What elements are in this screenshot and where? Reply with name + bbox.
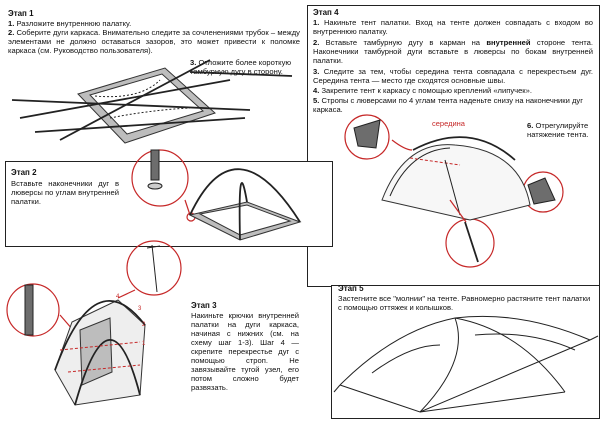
step-num-4: 4 (116, 294, 120, 300)
stage4-step2: 2. Вставьте тамбурную дугу в карман на внутренней стороне тента. Наконечники тамбурной дуги вставьте в люверсы по бокам внутренней палатки. (313, 38, 593, 65)
stage2-title: Этап 2 (11, 168, 37, 177)
stage4-step3: 3. Следите за тем, чтобы середина тента совпадала с перекрестьем дуг. Середина тента — место где сходятся основные швы. (313, 67, 593, 85)
stage2-grommet-illustration (132, 150, 195, 221)
stage4-step6: 6. Отрегулируйте натяжение тента. (527, 121, 589, 139)
stage1-step1: 1. Разложите внутреннюю палатку. (8, 19, 132, 28)
stage1-step3: 3. Отложите более короткую тамбурную дугу в сторону. (190, 58, 292, 76)
stage4-step4: 4. Закрепите тент к каркасу с помощью креплений «липучек». (313, 86, 532, 95)
label-middle: середина (432, 119, 465, 128)
stage4-step5: 5. Стропы с люверсами по 4 углам тента наденьте снизу на наконечники дуг каркаса. (313, 96, 583, 114)
stage1-title: Этап 1 (8, 9, 34, 18)
stage4-step1: 1. Накиньте тент палатки. Вход на тенте должен совпадать с входом во внутреннюю палатку. (313, 18, 593, 36)
stage4-tent-illustration (345, 115, 563, 267)
stage4-title: Этап 4 (313, 8, 339, 17)
stage3-title: Этап 3 (191, 301, 217, 310)
stage1-step2: 2. Соберите дуги каркаса. Внимательно следите за сочленениями трубок – между элементами не должно оставаться зазоров, это может привести к поломке каркаса (см. Руководство пользователя). (8, 28, 300, 55)
stage2-tent-illustration (190, 169, 300, 240)
step-num-2: 2 (142, 322, 146, 328)
stage3-text: Накиньте крючки внутренней палатки на дуги каркаса, начиная с нижних (см. на схему шаг 1-3). Шаг 4 — скрепите перекрестье дуг с помощью строп. Не завязывайте тугой узел, его потом сложно будет развязать. (191, 311, 299, 392)
stage3-tent-illustration (7, 241, 181, 405)
step-num-3: 3 (138, 306, 142, 312)
stage5-title: Этап 5 (338, 284, 364, 293)
stage2-text: Вставьте наконечники дуг в люверсы по углам внутренней палатки. (11, 179, 119, 206)
step-num-1: 1 (142, 341, 146, 347)
stage5-text: Застегните все "молнии" на тенте. Равномерно растяните тент палатки с помощью оттяжек и колышков. (338, 294, 591, 312)
stage1-tent-flat-illustration (12, 60, 292, 143)
stage5-tent-illustration (334, 316, 598, 412)
